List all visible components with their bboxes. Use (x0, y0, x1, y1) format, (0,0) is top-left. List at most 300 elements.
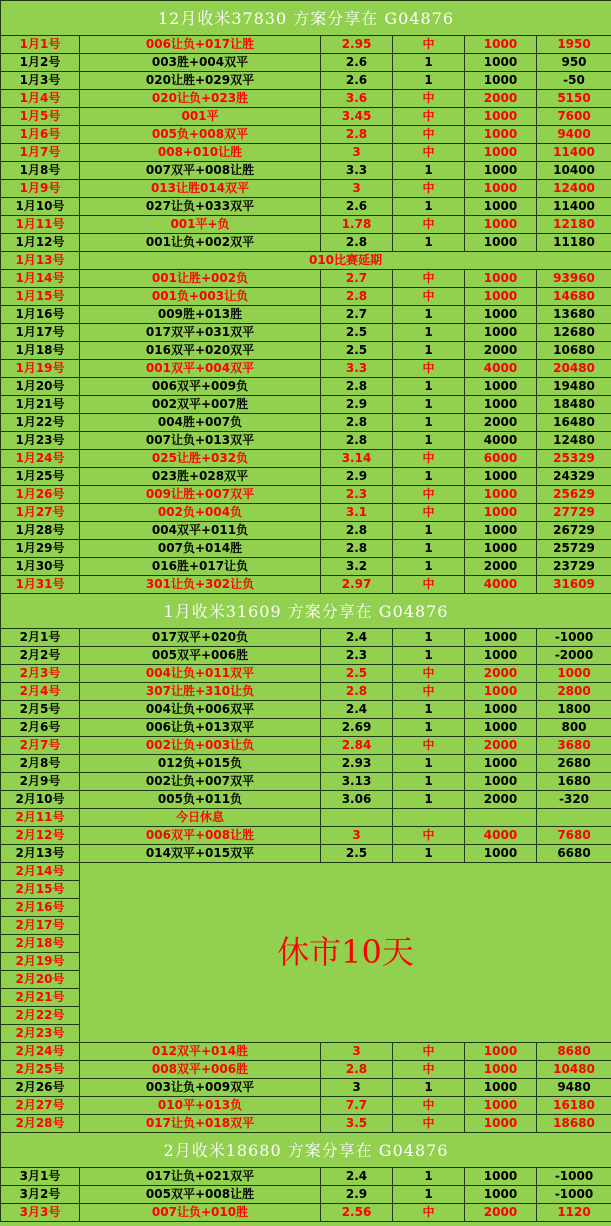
pick-cell: 004让负+011双平 (80, 665, 321, 683)
result-cell: 1 (393, 198, 465, 216)
balance-cell: 8680 (537, 1043, 611, 1061)
balance-cell: 1000 (537, 665, 611, 683)
date-cell: 2月28号 (1, 1115, 80, 1133)
table-row (1, 450, 611, 468)
pick-cell: 014双平+015双平 (80, 845, 321, 863)
result-cell: 中 (393, 216, 465, 234)
pick-cell: 016胜+017让负 (80, 558, 321, 576)
result-cell: 1 (393, 755, 465, 773)
stake-cell: 1000 (465, 1168, 537, 1186)
table-row (1, 665, 611, 683)
pick-cell: 027让负+033双平 (80, 198, 321, 216)
date-cell: 1月1号 (1, 36, 80, 54)
date-cell: 1月19号 (1, 360, 80, 378)
pick-cell: 017双平+020负 (80, 629, 321, 647)
date-cell: 2月15号 (1, 881, 80, 899)
stake-cell: 1000 (465, 1186, 537, 1204)
table-row (1, 1186, 611, 1204)
stake-cell: 1000 (465, 540, 537, 558)
stake-cell: 1000 (465, 719, 537, 737)
stake-cell: 1000 (465, 647, 537, 665)
stake-cell: 1000 (465, 216, 537, 234)
balance-cell: 3680 (537, 737, 611, 755)
date-cell: 1月27号 (1, 504, 80, 522)
date-cell: 1月29号 (1, 540, 80, 558)
odds-cell: 3.45 (321, 108, 393, 126)
table-row (1, 198, 611, 216)
table-row (1, 270, 611, 288)
balance-cell: 12400 (537, 180, 611, 198)
stake-cell: 4000 (465, 432, 537, 450)
section-header: 12月收米37830 方案分享在 G04876 (1, 1, 611, 36)
stake-cell: 1000 (465, 845, 537, 863)
pick-cell: 002负+004负 (80, 504, 321, 522)
date-cell: 2月18号 (1, 935, 80, 953)
date-cell: 1月25号 (1, 468, 80, 486)
table-row (1, 1168, 611, 1186)
date-cell: 2月13号 (1, 845, 80, 863)
balance-cell: 10480 (537, 1061, 611, 1079)
balance-cell: 13680 (537, 306, 611, 324)
stake-cell: 2000 (465, 737, 537, 755)
odds-cell: 2.97 (321, 576, 393, 594)
pick-cell: 004让负+006双平 (80, 701, 321, 719)
date-cell: 1月31号 (1, 576, 80, 594)
result-cell: 1 (393, 791, 465, 809)
result-cell: 1 (393, 719, 465, 737)
balance-cell: 9400 (537, 126, 611, 144)
stake-cell: 1000 (465, 162, 537, 180)
pick-cell: 001双平+004双平 (80, 360, 321, 378)
date-cell: 1月9号 (1, 180, 80, 198)
table-row (1, 1097, 611, 1115)
table-row (1, 252, 611, 270)
result-cell: 中 (393, 90, 465, 108)
pick-cell: 001让胜+002负 (80, 270, 321, 288)
stake-cell: 1000 (465, 773, 537, 791)
stake-cell: 1000 (465, 701, 537, 719)
pick-cell: 009让胜+007双平 (80, 486, 321, 504)
stake-cell: 2000 (465, 342, 537, 360)
table-row (1, 288, 611, 306)
result-cell: 中 (393, 1204, 465, 1222)
result-cell: 中 (393, 827, 465, 845)
date-cell: 2月6号 (1, 719, 80, 737)
pick-cell: 001平 (80, 108, 321, 126)
balance-cell: 12480 (537, 432, 611, 450)
date-cell: 1月5号 (1, 108, 80, 126)
stake-cell: 4000 (465, 827, 537, 845)
balance-cell: 5150 (537, 90, 611, 108)
odds-cell: 3 (321, 1043, 393, 1061)
balance-cell: 23729 (537, 558, 611, 576)
table-row (1, 629, 611, 647)
stake-cell: 1000 (465, 504, 537, 522)
pick-cell: 001负+003让负 (80, 288, 321, 306)
balance-cell: 800 (537, 719, 611, 737)
balance-cell: 19480 (537, 378, 611, 396)
date-cell: 2月26号 (1, 1079, 80, 1097)
table-row (1, 809, 611, 827)
odds-cell: 2.7 (321, 270, 393, 288)
balance-cell: 18680 (537, 1115, 611, 1133)
stake-cell: 1000 (465, 1043, 537, 1061)
balance-cell: 27729 (537, 504, 611, 522)
stake-cell: 1000 (465, 1097, 537, 1115)
stake-cell: 1000 (465, 144, 537, 162)
table-row (1, 683, 611, 701)
table-row (1, 540, 611, 558)
stake-cell: 1000 (465, 486, 537, 504)
odds-cell: 2.8 (321, 683, 393, 701)
pick-cell: 004双平+011负 (80, 522, 321, 540)
odds-cell: 2.84 (321, 737, 393, 755)
result-cell: 1 (393, 324, 465, 342)
balance-cell: 25629 (537, 486, 611, 504)
table-row (1, 72, 611, 90)
stake-cell: 1000 (465, 270, 537, 288)
odds-cell: 3.14 (321, 450, 393, 468)
stake-cell: 1000 (465, 72, 537, 90)
date-cell: 1月4号 (1, 90, 80, 108)
date-cell: 1月18号 (1, 342, 80, 360)
odds-cell: 3.1 (321, 504, 393, 522)
date-cell: 2月7号 (1, 737, 80, 755)
date-cell: 3月3号 (1, 1204, 80, 1222)
balance-cell: 1680 (537, 773, 611, 791)
date-cell: 1月23号 (1, 432, 80, 450)
section-header-row (1, 1, 611, 36)
date-cell: 1月7号 (1, 144, 80, 162)
date-cell: 1月26号 (1, 486, 80, 504)
balance-cell: 24329 (537, 468, 611, 486)
pick-cell: 020让胜+029双平 (80, 72, 321, 90)
market-closed-label: 休市10天 (80, 863, 611, 1043)
date-cell: 1月28号 (1, 522, 80, 540)
pick-cell: 020让负+023胜 (80, 90, 321, 108)
result-cell: 中 (393, 126, 465, 144)
balance-cell: 1950 (537, 36, 611, 54)
stake-cell: 1000 (465, 1079, 537, 1097)
result-cell: 1 (393, 414, 465, 432)
balance-cell: 16480 (537, 414, 611, 432)
balance-cell: -1000 (537, 1186, 611, 1204)
pick-cell: 017让负+021双平 (80, 1168, 321, 1186)
pick-cell: 007双平+008让胜 (80, 162, 321, 180)
date-cell: 1月8号 (1, 162, 80, 180)
table-row (1, 773, 611, 791)
result-cell: 中 (393, 360, 465, 378)
stake-cell: 1000 (465, 288, 537, 306)
date-cell: 2月24号 (1, 1043, 80, 1061)
pick-cell: 005负+008双平 (80, 126, 321, 144)
balance-cell: 7680 (537, 827, 611, 845)
result-cell: 1 (393, 1079, 465, 1097)
balance-cell: 1800 (537, 701, 611, 719)
odds-cell: 2.8 (321, 126, 393, 144)
date-cell: 3月2号 (1, 1186, 80, 1204)
result-cell: 1 (393, 306, 465, 324)
odds-cell: 3.06 (321, 791, 393, 809)
pick-cell: 005双平+006胜 (80, 647, 321, 665)
odds-cell: 2.8 (321, 540, 393, 558)
result-cell: 1 (393, 701, 465, 719)
date-cell: 1月10号 (1, 198, 80, 216)
result-cell: 中 (393, 270, 465, 288)
pick-cell: 013让胜014双平 (80, 180, 321, 198)
stake-cell: 2000 (465, 665, 537, 683)
table-row (1, 324, 611, 342)
result-cell: 1 (393, 54, 465, 72)
result-cell: 1 (393, 845, 465, 863)
table-row (1, 576, 611, 594)
balance-cell: -50 (537, 72, 611, 90)
result-cell: 1 (393, 396, 465, 414)
balance-cell: -1000 (537, 1168, 611, 1186)
date-cell: 3月1号 (1, 1168, 80, 1186)
date-cell: 2月25号 (1, 1061, 80, 1079)
stake-cell: 1000 (465, 683, 537, 701)
date-cell: 1月15号 (1, 288, 80, 306)
note-cell: 010比赛延期 (80, 252, 611, 270)
pick-cell: 005双平+008让胜 (80, 1186, 321, 1204)
odds-cell: 3.3 (321, 162, 393, 180)
table-row (1, 144, 611, 162)
date-cell: 2月4号 (1, 683, 80, 701)
odds-cell: 2.9 (321, 1186, 393, 1204)
odds-cell: 2.69 (321, 719, 393, 737)
stake-cell: 1000 (465, 324, 537, 342)
empty-cell (321, 809, 393, 827)
result-cell: 中 (393, 504, 465, 522)
date-cell: 1月22号 (1, 414, 80, 432)
odds-cell: 3.13 (321, 773, 393, 791)
result-cell: 1 (393, 162, 465, 180)
date-cell: 1月11号 (1, 216, 80, 234)
date-cell: 2月9号 (1, 773, 80, 791)
stake-cell: 1000 (465, 755, 537, 773)
odds-cell: 2.5 (321, 342, 393, 360)
stake-cell: 1000 (465, 378, 537, 396)
date-cell: 2月11号 (1, 809, 80, 827)
date-cell: 2月17号 (1, 917, 80, 935)
result-cell: 1 (393, 1186, 465, 1204)
table-row (1, 126, 611, 144)
balance-cell: 11180 (537, 234, 611, 252)
balance-cell: 20480 (537, 360, 611, 378)
pick-cell: 025让胜+032负 (80, 450, 321, 468)
balance-cell: 7600 (537, 108, 611, 126)
pick-cell: 017双平+031双平 (80, 324, 321, 342)
odds-cell: 2.5 (321, 665, 393, 683)
table-row (1, 378, 611, 396)
balance-cell: 9480 (537, 1079, 611, 1097)
balance-cell: 10680 (537, 342, 611, 360)
date-cell: 2月19号 (1, 953, 80, 971)
stake-cell: 4000 (465, 576, 537, 594)
odds-cell: 2.5 (321, 845, 393, 863)
odds-cell: 2.95 (321, 36, 393, 54)
pick-cell: 007负+014胜 (80, 540, 321, 558)
odds-cell: 2.8 (321, 522, 393, 540)
balance-cell: 31609 (537, 576, 611, 594)
balance-cell: 25729 (537, 540, 611, 558)
table-row (1, 414, 611, 432)
pick-cell: 001让负+002双平 (80, 234, 321, 252)
stake-cell: 1000 (465, 108, 537, 126)
result-cell: 中 (393, 36, 465, 54)
pick-cell: 009胜+013胜 (80, 306, 321, 324)
balance-cell: -320 (537, 791, 611, 809)
empty-cell (537, 809, 611, 827)
odds-cell: 2.6 (321, 72, 393, 90)
pick-cell: 003胜+004双平 (80, 54, 321, 72)
date-cell: 1月17号 (1, 324, 80, 342)
table-row (1, 1115, 611, 1133)
empty-cell (393, 809, 465, 827)
table-row (1, 827, 611, 845)
table-row (1, 845, 611, 863)
balance-cell: 10400 (537, 162, 611, 180)
table-row (1, 108, 611, 126)
odds-cell: 3 (321, 827, 393, 845)
result-cell: 中 (393, 180, 465, 198)
stake-cell: 2000 (465, 558, 537, 576)
pick-cell: 010平+013负 (80, 1097, 321, 1115)
odds-cell: 2.8 (321, 414, 393, 432)
stake-cell: 6000 (465, 450, 537, 468)
date-cell: 1月2号 (1, 54, 80, 72)
stake-cell: 1000 (465, 1061, 537, 1079)
odds-cell: 2.4 (321, 1168, 393, 1186)
date-cell: 2月12号 (1, 827, 80, 845)
stake-cell: 1000 (465, 396, 537, 414)
stake-cell: 1000 (465, 522, 537, 540)
pick-cell: 017让负+018双平 (80, 1115, 321, 1133)
result-cell: 1 (393, 773, 465, 791)
result-cell: 中 (393, 737, 465, 755)
odds-cell: 2.9 (321, 468, 393, 486)
table-row (1, 737, 611, 755)
pick-cell: 301让负+302让负 (80, 576, 321, 594)
pick-cell: 002双平+007胜 (80, 396, 321, 414)
balance-cell: 12180 (537, 216, 611, 234)
section-header-row (1, 1133, 611, 1168)
balance-cell: 6680 (537, 845, 611, 863)
date-cell: 1月20号 (1, 378, 80, 396)
empty-cell (465, 809, 537, 827)
stake-cell: 2000 (465, 90, 537, 108)
table-row (1, 36, 611, 54)
table-row (1, 522, 611, 540)
result-cell: 中 (393, 576, 465, 594)
date-cell: 1月13号 (1, 252, 80, 270)
pick-cell: 001平+负 (80, 216, 321, 234)
date-cell: 1月6号 (1, 126, 80, 144)
table-row (1, 1079, 611, 1097)
date-cell: 1月14号 (1, 270, 80, 288)
table-row (1, 468, 611, 486)
stake-cell: 1000 (465, 126, 537, 144)
balance-cell: -2000 (537, 647, 611, 665)
odds-cell: 1.78 (321, 216, 393, 234)
stake-cell: 1000 (465, 54, 537, 72)
odds-cell: 2.8 (321, 378, 393, 396)
pick-cell: 012负+015负 (80, 755, 321, 773)
stake-cell: 2000 (465, 1204, 537, 1222)
result-cell: 中 (393, 486, 465, 504)
pick-cell: 008+010让胜 (80, 144, 321, 162)
pick-cell: 005负+011负 (80, 791, 321, 809)
odds-cell: 3 (321, 1079, 393, 1097)
odds-cell: 3.5 (321, 1115, 393, 1133)
table-row (1, 647, 611, 665)
pick-cell: 006双平+008让胜 (80, 827, 321, 845)
stake-cell: 1000 (465, 198, 537, 216)
balance-cell: 1120 (537, 1204, 611, 1222)
balance-cell: 25329 (537, 450, 611, 468)
odds-cell: 3 (321, 180, 393, 198)
pick-cell: 307让胜+310让负 (80, 683, 321, 701)
table-row (1, 701, 611, 719)
odds-cell: 2.7 (321, 306, 393, 324)
pick-cell: 008双平+006胜 (80, 1061, 321, 1079)
result-cell: 中 (393, 108, 465, 126)
pick-cell: 002让负+007双平 (80, 773, 321, 791)
table-row (1, 54, 611, 72)
stake-cell: 2000 (465, 791, 537, 809)
pick-cell: 016双平+020双平 (80, 342, 321, 360)
odds-cell: 2.6 (321, 54, 393, 72)
pick-cell: 006双平+009负 (80, 378, 321, 396)
balance-cell: 11400 (537, 144, 611, 162)
balance-cell: 11400 (537, 198, 611, 216)
section-header-row (1, 594, 611, 629)
balance-cell: 26729 (537, 522, 611, 540)
stake-cell: 4000 (465, 360, 537, 378)
result-cell: 中 (393, 1097, 465, 1115)
stake-cell: 1000 (465, 629, 537, 647)
result-cell: 中 (393, 288, 465, 306)
date-cell: 1月3号 (1, 72, 80, 90)
balance-cell: 950 (537, 54, 611, 72)
date-cell: 1月16号 (1, 306, 80, 324)
odds-cell: 2.8 (321, 1061, 393, 1079)
result-cell: 1 (393, 378, 465, 396)
table-row (1, 1204, 611, 1222)
balance-cell: 2800 (537, 683, 611, 701)
odds-cell: 2.4 (321, 629, 393, 647)
date-cell: 2月10号 (1, 791, 80, 809)
table-row (1, 791, 611, 809)
result-cell: 1 (393, 647, 465, 665)
odds-cell: 2.5 (321, 324, 393, 342)
date-cell: 2月1号 (1, 629, 80, 647)
balance-cell: 93960 (537, 270, 611, 288)
table-row (1, 1061, 611, 1079)
table-row (1, 396, 611, 414)
table-row (1, 863, 611, 881)
odds-cell: 2.4 (321, 701, 393, 719)
odds-cell: 3.6 (321, 90, 393, 108)
pick-cell: 007让负+010胜 (80, 1204, 321, 1222)
result-cell: 1 (393, 342, 465, 360)
result-cell: 中 (393, 144, 465, 162)
section-header: 2月收米18680 方案分享在 G04876 (1, 1133, 611, 1168)
balance-cell: 14680 (537, 288, 611, 306)
stake-cell: 1000 (465, 306, 537, 324)
date-cell: 2月8号 (1, 755, 80, 773)
